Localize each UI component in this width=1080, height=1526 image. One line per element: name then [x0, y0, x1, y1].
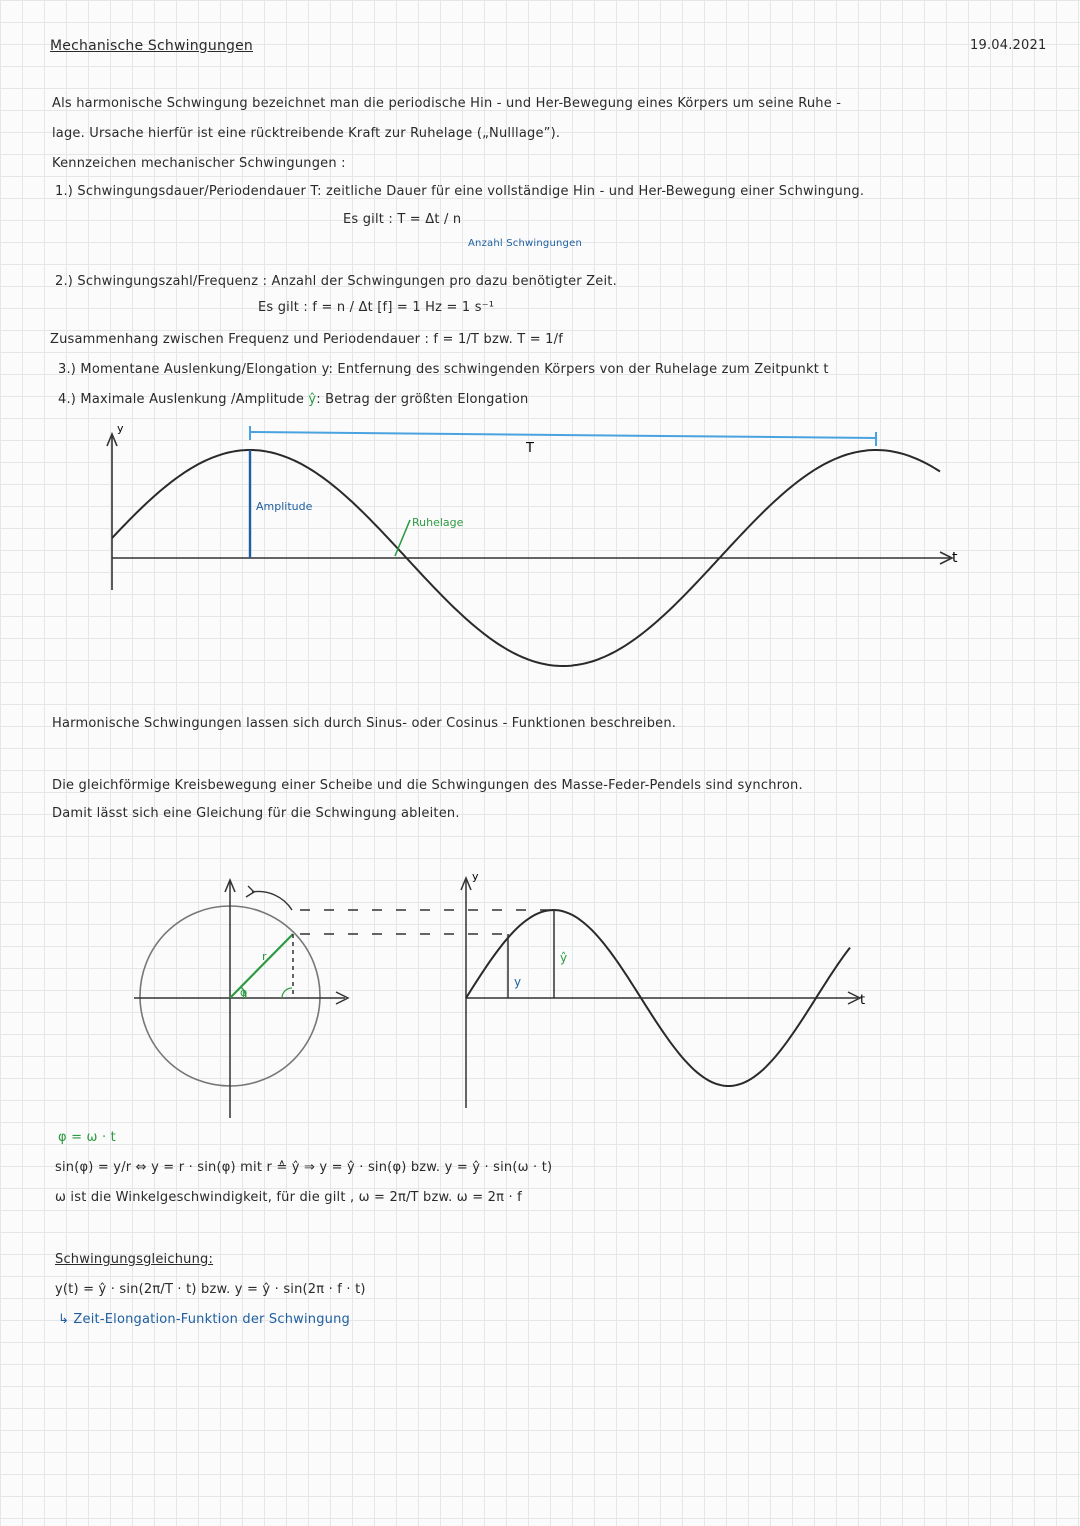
sine-graph-2-axes — [461, 878, 860, 1108]
unit-circle — [134, 880, 348, 1118]
item-2-formula: Es gilt : f = n / Δt [f] = 1 Hz = 1 s⁻¹ — [258, 300, 495, 315]
zusammenhang: Zusammenhang zwischen Frequenz und Periodendauer : f = 1/T bzw. T = 1/f — [50, 332, 563, 347]
graph2-t-label: t — [860, 993, 866, 1008]
item-4-symbol: ŷ — [308, 392, 317, 407]
graph1-y-label: y — [117, 422, 124, 435]
equation-formula: y(t) = ŷ · sin(2π/T · t) bzw. y = ŷ · sin(2π · f · t) — [55, 1282, 366, 1297]
intro-line-1: Als harmonische Schwingung bezeichnet man die periodische Hin - und Her-Bewegung eines Körpers um seine Ruhe - — [52, 96, 842, 111]
ruhelage-label: Ruhelage — [412, 516, 464, 529]
derivation-line-2: ω ist die Winkelgeschwindigkeit, für die gilt , ω = 2π/T bzw. ω = 2π · f — [55, 1190, 522, 1205]
radius-label: r — [262, 950, 267, 963]
item-1-note: Anzahl Schwingungen — [468, 238, 582, 249]
phi-definition: φ = ω · t — [58, 1130, 116, 1145]
graph2-y-axis-label: y — [472, 870, 479, 883]
amplitude-label: Amplitude — [256, 500, 313, 513]
ruhelage-pointer — [395, 520, 410, 556]
page-title: Mechanische Schwingungen — [50, 38, 254, 54]
amplitude-label-2: ŷ — [560, 951, 568, 965]
item-2: 2.) Schwingungszahl/Frequenz : Anzahl der Schwingungen pro dazu benötigter Zeit. — [55, 274, 617, 289]
item-1: 1.) Schwingungsdauer/Periodendauer T: zeitliche Dauer für eine vollständige Hin - und Her-Bewegung einer Schwingung. — [55, 184, 865, 199]
date: 19.04.2021 — [970, 38, 1047, 53]
period-marker — [250, 426, 876, 446]
equation-note: ↳ Zeit-Elongation-Funktion der Schwingung — [58, 1312, 350, 1327]
text-kreisbewegung: Die gleichförmige Kreisbewegung einer Scheibe und die Schwingungen des Masse-Feder-Pendels sind synchron. — [52, 778, 803, 793]
item-4-prefix: 4.) Maximale Auslenkung /Amplitude — [58, 392, 309, 407]
intro-line-2: lage. Ursache hierfür ist eine rücktreibende Kraft zur Ruhelage („Nulllage”). — [52, 126, 561, 141]
equation-heading: Schwingungsgleichung: — [55, 1252, 214, 1267]
elongation-label: y — [514, 975, 522, 989]
item-4-suffix: : Betrag der größten Elongation — [316, 392, 529, 407]
period-label: T — [526, 441, 534, 456]
text-harmonisch: Harmonische Schwingungen lassen sich durch Sinus- oder Cosinus - Funktionen beschreiben. — [52, 716, 677, 731]
kennzeichen-heading: Kennzeichen mechanischer Schwingungen : — [52, 156, 346, 171]
item-3: 3.) Momentane Auslenkung/Elongation y: Entfernung des schwingenden Körpers von der Ruhelage zum Zeitpunkt t — [58, 362, 829, 377]
graph1-axes — [107, 434, 952, 590]
phi-label: φ — [240, 986, 248, 999]
graph1-t-label: t — [952, 550, 958, 566]
derivation-line-1: sin(φ) = y/r ⇔ y = r · sin(φ) mit r ≙ ŷ ⇒ y = ŷ · sin(φ) bzw. y = ŷ · sin(ω · t) — [55, 1160, 553, 1175]
text-gleichung: Damit lässt sich eine Gleichung für die Schwingung ableiten. — [52, 806, 460, 821]
item-1-formula: Es gilt : T = Δt / n — [343, 212, 462, 227]
